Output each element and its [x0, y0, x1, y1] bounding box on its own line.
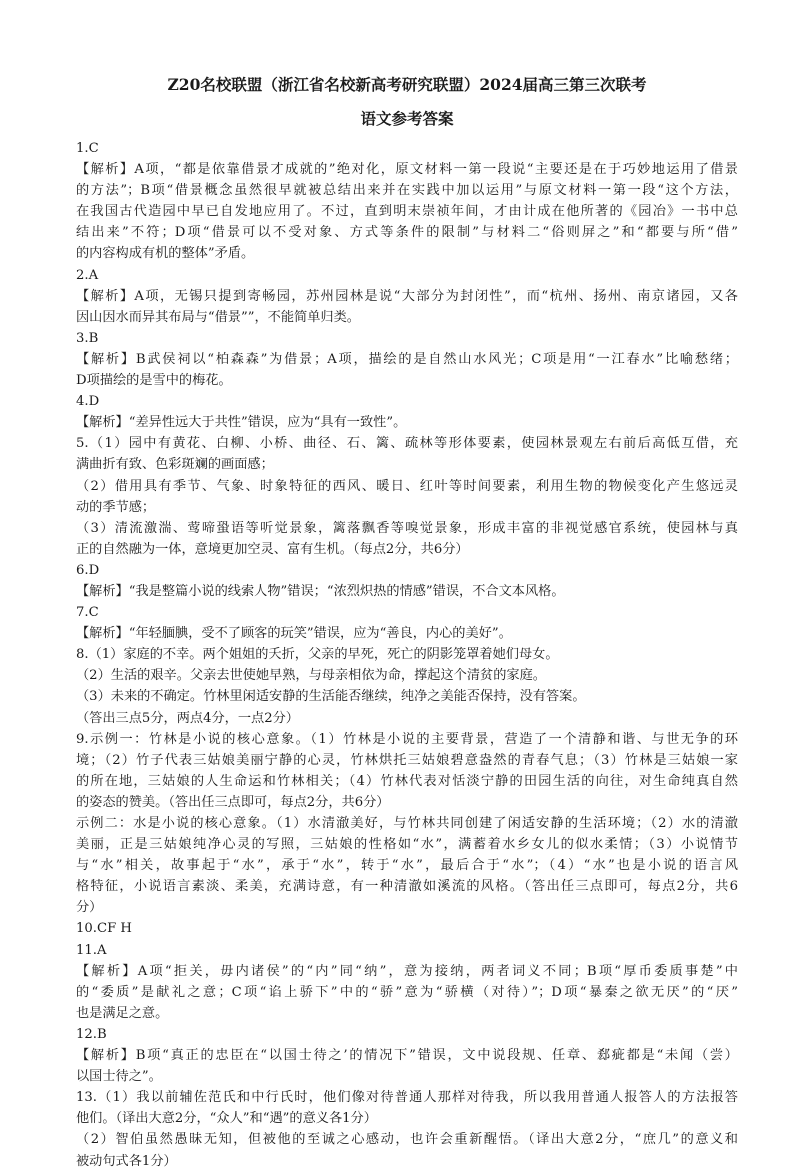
text-line: D项描绘的是雪中的梅花。: [76, 373, 232, 389]
text-line: 的姿态的赞美。（答出任三点即可，每点2分，共6分）: [76, 794, 390, 810]
text-line: 【解析】A项“拒关，毋内诸侯”的“内”同“纳”，意为接纳，两者词义不同；B项“厚币委质事楚”中: [76, 963, 738, 979]
text-line: 满曲折有致、色彩斑斓的画面感；: [76, 457, 274, 473]
text-line: 【解析】A项，“都是依靠借景才成就的”绝对化，原文材料一第一段说“主要还是在于巧妙地运用了借景: [76, 162, 738, 178]
text-line: 【解析】“差异性远大于共性”错误，应为“具有一致性”。: [76, 415, 407, 431]
text-line: 以国士待之”。: [76, 1069, 162, 1085]
text-line: 境；（2）竹子代表三姑娘美丽宁静的心灵，竹林烘托三姑娘碧意盎然的青春气息；（3）竹林是三姑娘一家: [76, 752, 738, 768]
text-line: 【解析】“我是整篇小说的线索人物”错误；“浓烈炽热的情感”错误，不合文本风格。: [76, 583, 565, 599]
text-line: 7.C: [76, 605, 99, 621]
text-line: 被动句式各1分）: [76, 1153, 177, 1169]
text-line: 12.B: [76, 1026, 107, 1042]
text-line: （答出三点5分，两点4分，一点2分）: [76, 710, 299, 726]
text-line: 8.（1）家庭的不幸。两个姐姐的夭折，父亲的早死，死亡的阴影笼罩着她们母女。: [76, 647, 559, 663]
text-line: 的内容构成有机的整体”矛盾。: [76, 246, 255, 262]
text-line: 6.D: [76, 562, 100, 578]
document-subtitle: 语文参考答案: [360, 109, 454, 128]
text-line: 结出来”不符；D项“借景可以不受对象、方式等条件的限制”与材料二“俗则屏之”和“都要与所“借”: [76, 225, 738, 241]
text-line: 的方法”；B项“借景概念虽然很早就被总结出来并在实践中加以运用”与原文材料一第一段“这个方法，: [76, 183, 738, 199]
text-line: 4.D: [76, 394, 100, 410]
text-line: 格特征，小说语言素淡、柔美，充满诗意，有一种清澈如溪流的风格。（答出任三点即可，每点2分，共6: [76, 879, 738, 895]
text-line: 【解析】“年轻腼腆，受不了顾客的玩笑”错误，应为“善良，内心的美好”。: [76, 626, 512, 642]
text-line: 他们。（译出大意2分，“众人”和“遇”的意义各1分）: [76, 1111, 377, 1127]
text-line: 1.C: [76, 141, 99, 156]
text-line: 因山因水而异其布局与“借景””，不能简单归类。: [76, 309, 360, 325]
text-line: 的所在地，三姑娘的人生命运和竹林相关；（4）竹林代表对恬淡宁静的田园生活的向往，对生命纯真自然: [76, 773, 738, 789]
text-line: 正的自然融为一体，意境更加空灵、富有生机。（每点2分，共6分）: [76, 541, 469, 557]
text-line: （2）生活的艰辛。父亲去世使她早熟，与母亲相依为命，撑起这个清贫的家庭。: [76, 668, 546, 684]
document-title: Z20名校联盟（浙江省名校新高考研究联盟）2024届高三第三次联考: [167, 75, 647, 94]
text-line: 的“委质”是献礼之意；C项“谄上骄下”中的“骄”意为“骄横（对待）”；D项“暴秦之欲无厌”的“厌”: [76, 984, 738, 1000]
text-line: 2.A: [76, 267, 99, 283]
text-line: 3.B: [76, 330, 99, 346]
text-line: （3）清流激湍、莺啼蛩语等听觉景象，篱落飘香等嗅觉景象，形成丰富的非视觉感官系统，使园林与真: [76, 520, 738, 536]
text-line: （2）借用具有季节、气象、时象特征的西风、暖日、红叶等时间要素，利用生物的物候变化产生悠远灵: [76, 478, 738, 494]
text-line: 分）: [76, 900, 103, 916]
text-line: 在我国古代造园中早已自发地应用了。不过，直到明末崇祯年间，才由计成在他所著的《园冶》一书中总: [76, 204, 738, 220]
text-line: 示例二：水是小说的核心意象。（1）水清澈美好，与竹林共同创建了闲适安静的生活环境；（2）水的清澈: [76, 816, 738, 831]
text-line: 11.A: [76, 942, 107, 958]
text-line: 【解析】B武侯祠以“柏森森”为借景；A项，描绘的是自然山水风光；C项是用“一江春水”比喻愁绪；: [76, 351, 738, 367]
text-line: 10.CF H: [76, 921, 132, 937]
text-line: 【解析】A项，无锡只提到寄畅园，苏州园林是说“大部分为封闭性”，而“杭州、扬州、南京诸园，又各: [76, 288, 738, 304]
text-line: 与“水”相关，故事起于“水”，承于“水”，转于“水”，最后合于“水”；（4）“水”也是小说的语言风: [76, 858, 738, 874]
text-line: （3）未来的不确定。竹林里闲适安静的生活能否继续，纯净之美能否保持，没有答案。: [76, 689, 586, 705]
text-line: （2）智伯虽然愚昧无知，但被他的至诚之心感动，也许会重新醒悟。（译出大意2分，“庶几”的意义和: [76, 1132, 738, 1148]
text-line: 9.示例一：竹林是小说的核心意象。（1）竹林是小说的主要背景，营造了一个清静和谐、与世无争的环: [76, 731, 738, 747]
text-line: 美丽，正是三姑娘纯净心灵的写照，三姑娘的性格如“水”，满蓄着水乡女儿的似水柔情；（3）小说情节: [76, 837, 738, 853]
text-line: 13.（1）我以前辅佐范氏和中行氏时，他们像对待普通人那样对待我，所以我用普通人报答人的方法报答: [76, 1090, 738, 1106]
text-line: 【解析】B项“真正的忠臣在“以国士待之’的情况下”错误，文中说段规、任章、郄疵都是“未闻（尝）: [76, 1048, 738, 1064]
text-line: 5.（1）园中有黄花、白柳、小桥、曲径、石、篱、疏林等形体要素，使园林景观左右前后高低互借，充: [76, 436, 738, 452]
answer-body: [76, 138, 738, 1172]
text-line: 动的季节感；: [76, 499, 156, 515]
text-line: 也是满足之意。: [76, 1005, 169, 1021]
